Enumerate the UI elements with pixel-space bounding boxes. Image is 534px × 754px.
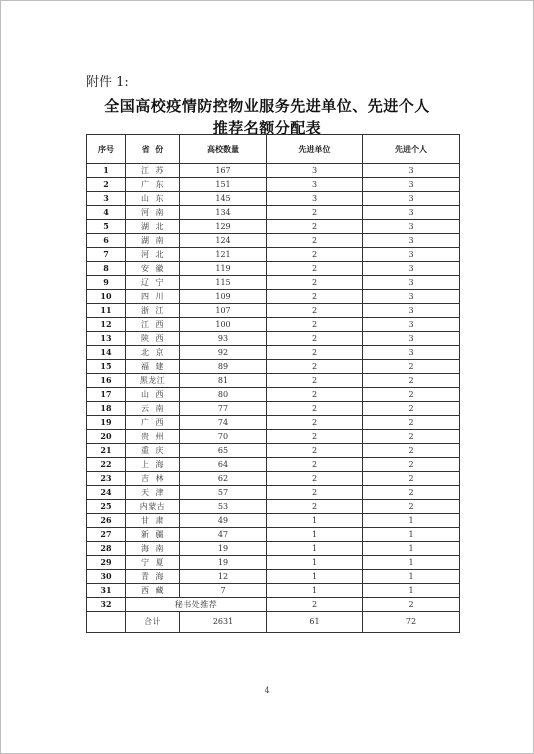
row-advanced-individuals: 3 — [363, 318, 460, 332]
row-advanced-individuals: 2 — [363, 360, 460, 374]
row-advanced-units: 2 — [267, 458, 363, 472]
row-advanced-units: 1 — [267, 584, 363, 598]
row-advanced-units: 2 — [267, 304, 363, 318]
row-advanced-units: 2 — [267, 500, 363, 514]
table-row — [87, 206, 460, 220]
row-advanced-units: 2 — [267, 402, 363, 416]
row-advanced-individuals: 1 — [363, 514, 460, 528]
header-units: 先进单位 — [267, 135, 363, 164]
header-count: 高校数量 — [180, 135, 267, 164]
row-province: 吉 林 — [126, 472, 180, 486]
row-advanced-individuals: 3 — [363, 304, 460, 318]
row-college-count: 57 — [180, 486, 267, 500]
row-college-count: 167 — [180, 164, 267, 178]
row-college-count: 92 — [180, 346, 267, 360]
row-number: 23 — [87, 472, 126, 486]
row-number: 4 — [87, 206, 126, 220]
table-row — [87, 402, 460, 416]
row-college-count: 19 — [180, 542, 267, 556]
table-row-secretariat — [87, 598, 460, 612]
allocation-table — [86, 134, 460, 633]
row-college-count: 47 — [180, 528, 267, 542]
attachment-label: 附件 1: — [86, 75, 129, 90]
row-province: 福 建 — [126, 360, 180, 374]
table-row — [87, 346, 460, 360]
row-college-count: 19 — [180, 556, 267, 570]
row-advanced-units: 2 — [267, 248, 363, 262]
row-number: 21 — [87, 444, 126, 458]
row-number: 26 — [87, 514, 126, 528]
row-province: 安 徽 — [126, 262, 180, 276]
row-advanced-individuals: 3 — [363, 346, 460, 360]
row-college-count: 12 — [180, 570, 267, 584]
table-row — [87, 444, 460, 458]
row-advanced-individuals: 3 — [363, 164, 460, 178]
row-college-count: 53 — [180, 500, 267, 514]
table-row — [87, 360, 460, 374]
row-advanced-individuals: 2 — [363, 500, 460, 514]
row-advanced-individuals: 2 — [363, 402, 460, 416]
table-row — [87, 584, 460, 598]
row-province: 江 苏 — [126, 164, 180, 178]
row-number: 8 — [87, 262, 126, 276]
page-number: 4 — [264, 686, 270, 695]
row-number: 14 — [87, 346, 126, 360]
row-college-count: 129 — [180, 220, 267, 234]
row-advanced-individuals: 1 — [363, 528, 460, 542]
table-row — [87, 374, 460, 388]
row-advanced-units: 3 — [267, 164, 363, 178]
row-number: 24 — [87, 486, 126, 500]
total-college-count: 2631 — [180, 612, 267, 633]
table-row — [87, 164, 460, 178]
row-advanced-units: 2 — [267, 346, 363, 360]
table-header-row — [87, 135, 460, 164]
row-number-empty — [87, 612, 126, 633]
row-advanced-individuals: 2 — [363, 430, 460, 444]
row-advanced-individuals: 2 — [363, 374, 460, 388]
row-province: 四 川 — [126, 290, 180, 304]
row-advanced-individuals: 3 — [363, 220, 460, 234]
row-advanced-units: 2 — [267, 332, 363, 346]
row-advanced-individuals: 3 — [363, 262, 460, 276]
table-row — [87, 528, 460, 542]
row-advanced-individuals: 3 — [363, 192, 460, 206]
row-province: 浙 江 — [126, 304, 180, 318]
row-number: 20 — [87, 430, 126, 444]
table-row — [87, 416, 460, 430]
row-advanced-individuals: 1 — [363, 556, 460, 570]
table-row — [87, 290, 460, 304]
row-province: 广 西 — [126, 416, 180, 430]
header-individuals: 先进个人 — [363, 135, 460, 164]
total-label: 合计 — [126, 612, 180, 633]
total-advanced-individuals: 72 — [363, 612, 460, 633]
table-row — [87, 514, 460, 528]
row-advanced-units: 1 — [267, 542, 363, 556]
row-advanced-individuals: 3 — [363, 206, 460, 220]
row-college-count: 80 — [180, 388, 267, 402]
row-advanced-individuals: 2 — [363, 444, 460, 458]
table-row — [87, 500, 460, 514]
row-number: 5 — [87, 220, 126, 234]
row-province: 青 海 — [126, 570, 180, 584]
row-college-count: 124 — [180, 234, 267, 248]
row-college-count: 93 — [180, 332, 267, 346]
row-province: 云 南 — [126, 402, 180, 416]
row-college-count: 77 — [180, 402, 267, 416]
row-advanced-individuals: 2 — [363, 472, 460, 486]
row-secretariat-label: 秘书处推荐 — [126, 598, 267, 612]
row-advanced-individuals: 2 — [363, 486, 460, 500]
row-college-count: 7 — [180, 584, 267, 598]
table-row — [87, 332, 460, 346]
row-number: 6 — [87, 234, 126, 248]
row-province: 宁 夏 — [126, 556, 180, 570]
row-province: 北 京 — [126, 346, 180, 360]
row-college-count: 145 — [180, 192, 267, 206]
row-province: 贵 州 — [126, 430, 180, 444]
row-advanced-individuals: 3 — [363, 234, 460, 248]
row-advanced-units: 2 — [267, 206, 363, 220]
table-body — [87, 164, 460, 633]
row-province: 山 西 — [126, 388, 180, 402]
row-province: 江 西 — [126, 318, 180, 332]
row-number: 9 — [87, 276, 126, 290]
row-college-count: 49 — [180, 514, 267, 528]
row-number: 17 — [87, 388, 126, 402]
table-row — [87, 458, 460, 472]
row-college-count: 74 — [180, 416, 267, 430]
row-province: 新 疆 — [126, 528, 180, 542]
table-row — [87, 192, 460, 206]
row-advanced-units: 2 — [267, 234, 363, 248]
row-province: 河 南 — [126, 206, 180, 220]
row-province: 甘 肃 — [126, 514, 180, 528]
row-advanced-units: 2 — [267, 430, 363, 444]
table-row — [87, 486, 460, 500]
table-row — [87, 248, 460, 262]
row-number: 18 — [87, 402, 126, 416]
row-advanced-individuals: 3 — [363, 332, 460, 346]
row-advanced-units: 3 — [267, 192, 363, 206]
row-advanced-units: 2 — [267, 374, 363, 388]
row-advanced-units: 1 — [267, 528, 363, 542]
row-advanced-units: 2 — [267, 360, 363, 374]
row-advanced-units: 1 — [267, 570, 363, 584]
row-number: 31 — [87, 584, 126, 598]
document-subtitle: 推荐名额分配表 — [212, 119, 322, 137]
row-number: 10 — [87, 290, 126, 304]
table-row — [87, 430, 460, 444]
row-advanced-individuals: 3 — [363, 248, 460, 262]
table-row — [87, 220, 460, 234]
row-advanced-individuals: 2 — [363, 388, 460, 402]
row-college-count: 64 — [180, 458, 267, 472]
row-number: 32 — [87, 598, 126, 612]
row-province: 山 东 — [126, 192, 180, 206]
row-province: 河 北 — [126, 248, 180, 262]
row-advanced-units: 2 — [267, 318, 363, 332]
row-advanced-individuals: 1 — [363, 542, 460, 556]
table-row — [87, 542, 460, 556]
row-number: 3 — [87, 192, 126, 206]
row-college-count: 70 — [180, 430, 267, 444]
row-advanced-units: 2 — [267, 416, 363, 430]
row-advanced-individuals: 2 — [363, 416, 460, 430]
row-number: 30 — [87, 570, 126, 584]
row-number: 12 — [87, 318, 126, 332]
row-province: 内蒙古 — [126, 500, 180, 514]
row-number: 22 — [87, 458, 126, 472]
row-province: 辽 宁 — [126, 276, 180, 290]
row-advanced-units: 2 — [267, 388, 363, 402]
row-province: 重 庆 — [126, 444, 180, 458]
table-row — [87, 234, 460, 248]
row-advanced-individuals: 1 — [363, 584, 460, 598]
row-college-count: 100 — [180, 318, 267, 332]
row-college-count: 151 — [180, 178, 267, 192]
row-advanced-individuals: 3 — [363, 290, 460, 304]
row-advanced-units: 2 — [267, 262, 363, 276]
row-number: 11 — [87, 304, 126, 318]
row-province: 西 藏 — [126, 584, 180, 598]
table-row — [87, 388, 460, 402]
row-province: 黑龙江 — [126, 374, 180, 388]
table-row — [87, 262, 460, 276]
document-title: 全国高校疫情防控物业服务先进单位、先进个人 — [104, 97, 430, 115]
row-advanced-individuals: 2 — [363, 458, 460, 472]
row-college-count: 115 — [180, 276, 267, 290]
row-number: 28 — [87, 542, 126, 556]
row-advanced-units: 3 — [267, 178, 363, 192]
row-province: 湖 南 — [126, 234, 180, 248]
row-advanced-units: 2 — [267, 220, 363, 234]
row-advanced-units: 2 — [267, 486, 363, 500]
row-college-count: 81 — [180, 374, 267, 388]
row-province: 陕 西 — [126, 332, 180, 346]
row-province: 海 南 — [126, 542, 180, 556]
row-college-count: 119 — [180, 262, 267, 276]
table-row — [87, 276, 460, 290]
row-college-count: 89 — [180, 360, 267, 374]
header-no: 序号 — [87, 135, 126, 164]
table-row — [87, 318, 460, 332]
row-number: 13 — [87, 332, 126, 346]
row-province: 广 东 — [126, 178, 180, 192]
table-row — [87, 570, 460, 584]
row-number: 15 — [87, 360, 126, 374]
row-advanced-units: 2 — [267, 290, 363, 304]
row-advanced-units: 2 — [267, 276, 363, 290]
row-advanced-units: 2 — [267, 598, 363, 612]
row-province: 天 津 — [126, 486, 180, 500]
row-advanced-units: 2 — [267, 444, 363, 458]
row-college-count: 109 — [180, 290, 267, 304]
row-advanced-individuals: 3 — [363, 178, 460, 192]
row-advanced-individuals: 1 — [363, 570, 460, 584]
row-college-count: 134 — [180, 206, 267, 220]
row-number: 16 — [87, 374, 126, 388]
row-number: 1 — [87, 164, 126, 178]
row-college-count: 65 — [180, 444, 267, 458]
row-number: 25 — [87, 500, 126, 514]
row-number: 29 — [87, 556, 126, 570]
table-row — [87, 304, 460, 318]
table-row — [87, 178, 460, 192]
table-row-total — [87, 612, 460, 633]
header-province: 省 份 — [126, 135, 180, 164]
table-row — [87, 472, 460, 486]
row-advanced-individuals: 2 — [363, 598, 460, 612]
row-advanced-individuals: 3 — [363, 276, 460, 290]
row-college-count: 107 — [180, 304, 267, 318]
row-number: 7 — [87, 248, 126, 262]
row-number: 2 — [87, 178, 126, 192]
row-advanced-units: 2 — [267, 472, 363, 486]
row-number: 19 — [87, 416, 126, 430]
row-college-count: 121 — [180, 248, 267, 262]
row-province: 湖 北 — [126, 220, 180, 234]
row-college-count: 62 — [180, 472, 267, 486]
row-advanced-units: 1 — [267, 556, 363, 570]
table-row — [87, 556, 460, 570]
row-number: 27 — [87, 528, 126, 542]
row-advanced-units: 1 — [267, 514, 363, 528]
row-province: 上 海 — [126, 458, 180, 472]
total-advanced-units: 61 — [267, 612, 363, 633]
